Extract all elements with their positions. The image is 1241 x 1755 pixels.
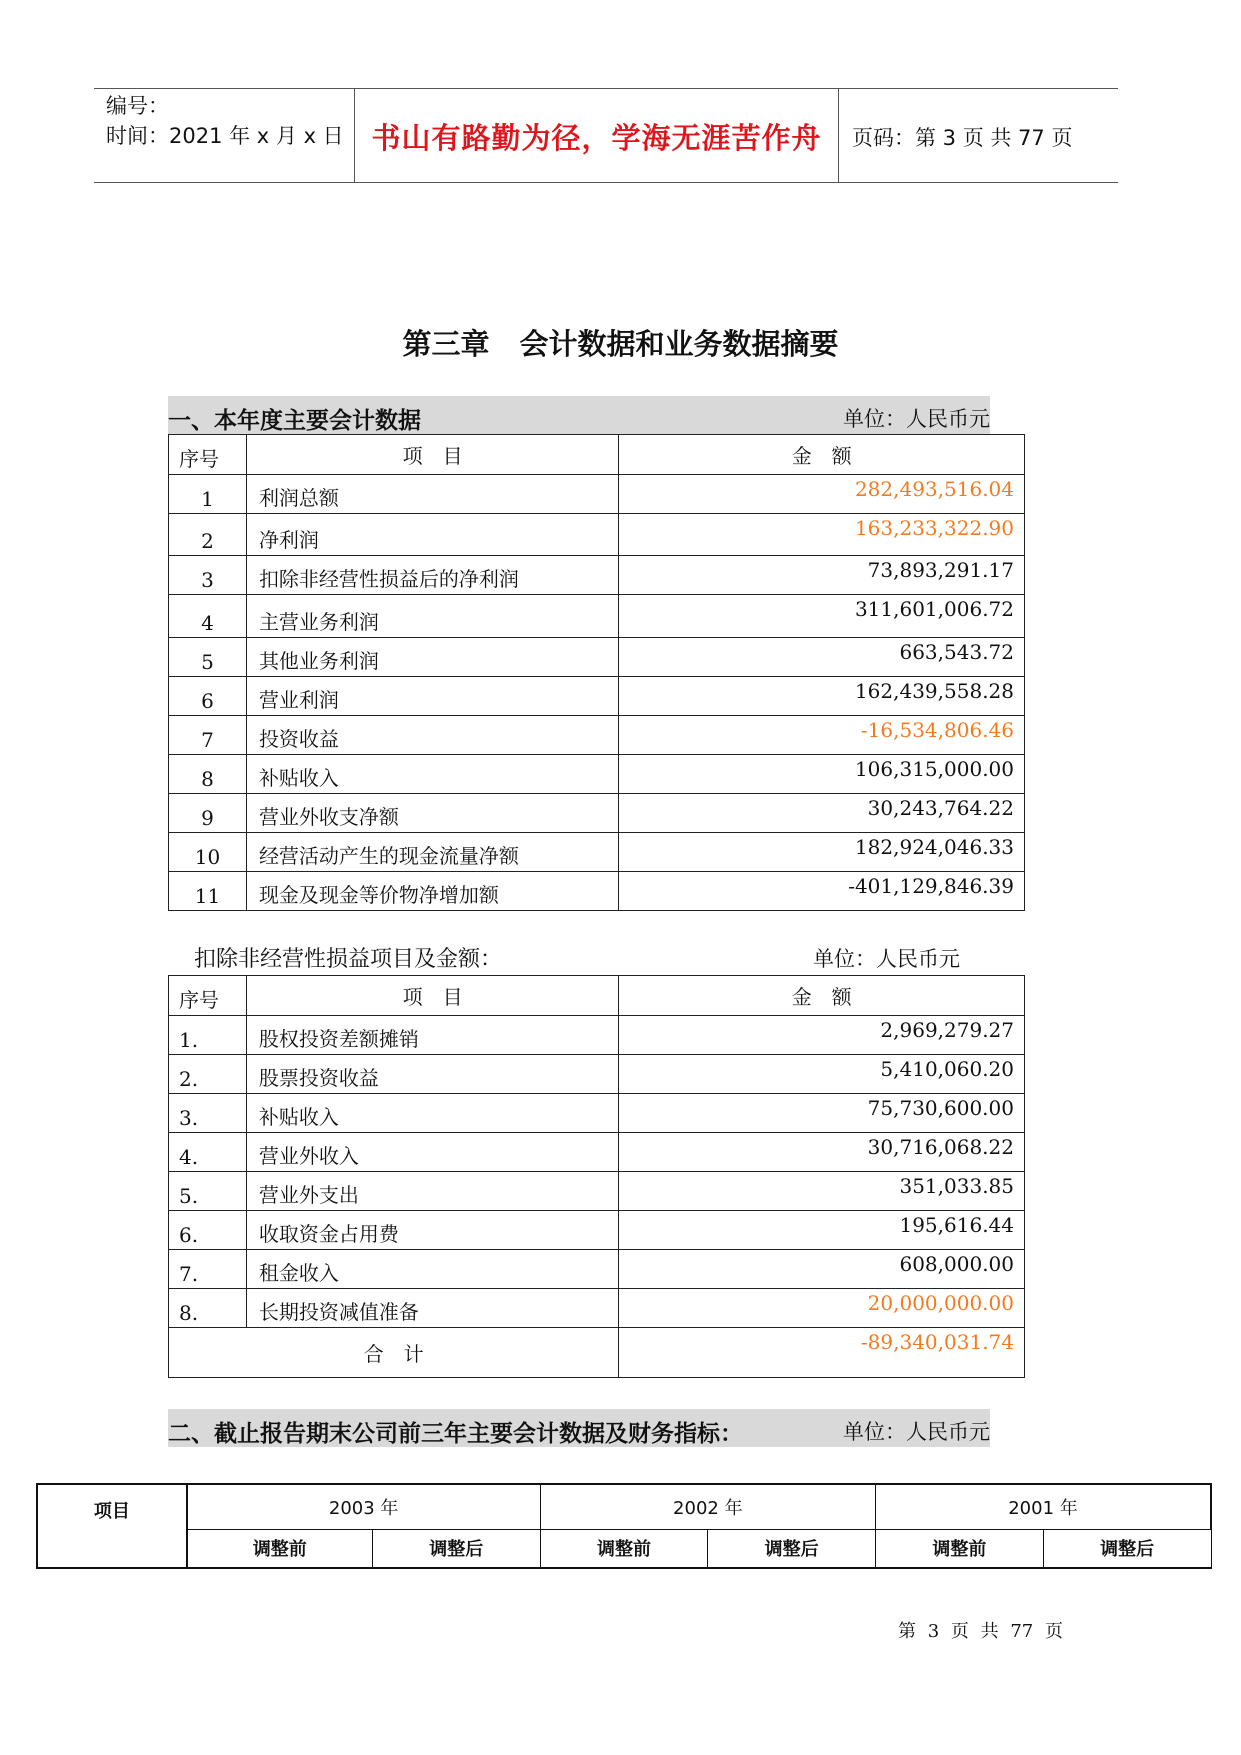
row-index: 2 <box>169 514 247 556</box>
row-index: 10 <box>169 833 247 872</box>
row-index: 4. <box>169 1133 247 1172</box>
col-header-index: 序号 <box>169 976 247 1016</box>
chapter-title <box>0 322 1241 363</box>
row-item: 其他业务利润 <box>246 638 618 677</box>
table-row <box>169 1289 1025 1328</box>
row-item: 扣除非经营性损益后的净利润 <box>246 556 618 595</box>
before-adjust: 调整前 <box>187 1529 373 1568</box>
table-row <box>169 716 1025 755</box>
non-recurring-items-table <box>168 975 1025 1378</box>
year-2003: 2003 年 <box>187 1484 540 1529</box>
row-amount: 30,243,764.22 <box>619 794 1025 833</box>
row-item: 长期投资减值准备 <box>246 1289 618 1328</box>
row-item: 股票投资收益 <box>246 1055 618 1094</box>
header-meta <box>106 91 346 151</box>
unit-label: 单位：人民币元 <box>843 407 990 431</box>
row-item: 净利润 <box>246 514 618 556</box>
adjust-header-row <box>37 1529 1211 1568</box>
table-row <box>169 1055 1025 1094</box>
row-amount: 2,969,279.27 <box>619 1016 1025 1055</box>
row-index: 6 <box>169 677 247 716</box>
row-amount: -401,129,846.39 <box>619 872 1025 911</box>
row-index: 3 <box>169 556 247 595</box>
row-index: 8 <box>169 755 247 794</box>
col-header-item: 项 目 <box>246 435 618 475</box>
after-adjust: 调整后 <box>372 1529 540 1568</box>
row-item: 营业外收入 <box>246 1133 618 1172</box>
table-row <box>169 677 1025 716</box>
table-row <box>169 595 1025 638</box>
row-amount: 5,410,060.20 <box>619 1055 1025 1094</box>
table-header-row <box>169 435 1025 475</box>
row-item: 投资收益 <box>246 716 618 755</box>
row-index: 4 <box>169 595 247 638</box>
table-row <box>169 514 1025 556</box>
table-row <box>169 1016 1025 1055</box>
table-row <box>169 1094 1025 1133</box>
row-item: 股权投资差额摊销 <box>246 1016 618 1055</box>
table-row <box>169 1250 1025 1289</box>
row-item: 现金及现金等价物净增加额 <box>246 872 618 911</box>
table-row <box>169 556 1025 595</box>
chapter-name: 会计数据和业务数据摘要 <box>519 327 839 361</box>
item-header: 项目 <box>37 1484 187 1568</box>
row-index: 3. <box>169 1094 247 1133</box>
subtable-title: 扣除非经营性损益项目及金额： <box>194 947 503 972</box>
table-row <box>169 833 1025 872</box>
row-item: 主营业务利润 <box>246 595 618 638</box>
col-header-amount: 金 额 <box>619 976 1025 1016</box>
header-number: 编号： <box>106 94 169 118</box>
before-adjust: 调整前 <box>876 1529 1044 1568</box>
row-index: 7 <box>169 716 247 755</box>
row-index: 5. <box>169 1172 247 1211</box>
header-page-info: 页码：第 3 页 共 77 页 <box>852 126 1073 150</box>
total-amount: -89,340,031.74 <box>619 1328 1025 1378</box>
row-item: 利润总额 <box>246 475 618 514</box>
row-amount: 30,716,068.22 <box>619 1133 1025 1172</box>
table-row <box>169 1172 1025 1211</box>
row-item: 营业利润 <box>246 677 618 716</box>
row-index: 1. <box>169 1016 247 1055</box>
row-index: 5 <box>169 638 247 677</box>
section-heading <box>168 1409 990 1447</box>
row-item: 经营活动产生的现金流量净额 <box>246 833 618 872</box>
table-row <box>169 638 1025 677</box>
row-index: 2. <box>169 1055 247 1094</box>
section-title: 一、本年度主要会计数据 <box>168 408 421 434</box>
main-accounting-table <box>168 434 1025 911</box>
row-index: 11 <box>169 872 247 911</box>
header-divider <box>838 89 839 182</box>
chapter-number: 第三章 <box>402 327 490 361</box>
row-amount: 20,000,000.00 <box>619 1289 1025 1328</box>
row-index: 7. <box>169 1250 247 1289</box>
row-index: 8. <box>169 1289 247 1328</box>
row-amount: -16,534,806.46 <box>619 716 1025 755</box>
table-row <box>169 755 1025 794</box>
row-index: 1 <box>169 475 247 514</box>
year-2002: 2002 年 <box>540 1484 875 1529</box>
table-row <box>169 794 1025 833</box>
table-header-row <box>169 976 1025 1016</box>
total-row <box>169 1328 1025 1378</box>
before-adjust: 调整前 <box>540 1529 708 1568</box>
row-amount: 195,616.44 <box>619 1211 1025 1250</box>
table-row <box>169 1211 1025 1250</box>
col-header-amount: 金 额 <box>619 435 1025 475</box>
year-2001: 2001 年 <box>876 1484 1211 1529</box>
table-row <box>169 1133 1025 1172</box>
row-index: 6. <box>169 1211 247 1250</box>
header-motto: 书山有路勤为径，学海无涯苦作舟 <box>371 121 822 155</box>
row-amount: 75,730,600.00 <box>619 1094 1025 1133</box>
row-amount: 162,439,558.28 <box>619 677 1025 716</box>
row-item: 收取资金占用费 <box>246 1211 618 1250</box>
table-row <box>169 872 1025 911</box>
after-adjust: 调整后 <box>708 1529 876 1568</box>
row-item: 营业外收支净额 <box>246 794 618 833</box>
three-year-table <box>36 1483 1212 1569</box>
row-item: 补贴收入 <box>246 755 618 794</box>
header-time: 时间：2021 年 x 月 x 日 <box>106 124 344 148</box>
row-index: 9 <box>169 794 247 833</box>
row-amount: 608,000.00 <box>619 1250 1025 1289</box>
row-item: 租金收入 <box>246 1250 618 1289</box>
year-header-row <box>37 1484 1211 1529</box>
row-amount: 106,315,000.00 <box>619 755 1025 794</box>
after-adjust: 调整后 <box>1043 1529 1211 1568</box>
row-amount: 163,233,322.90 <box>619 514 1025 556</box>
col-header-index: 序号 <box>169 435 247 475</box>
unit-label: 单位：人民币元 <box>813 947 960 971</box>
col-header-item: 项 目 <box>246 976 618 1016</box>
row-amount: 73,893,291.17 <box>619 556 1025 595</box>
row-item: 补贴收入 <box>246 1094 618 1133</box>
row-amount: 182,924,046.33 <box>619 833 1025 872</box>
total-label: 合 计 <box>169 1328 619 1378</box>
page-header <box>94 88 1118 183</box>
section-title: 二、截止报告期末公司前三年主要会计数据及财务指标： <box>168 1421 743 1447</box>
unit-label: 单位：人民币元 <box>843 1420 990 1444</box>
row-amount: 663,543.72 <box>619 638 1025 677</box>
row-amount: 282,493,516.04 <box>619 475 1025 514</box>
section-heading <box>168 396 990 434</box>
row-amount: 311,601,006.72 <box>619 595 1025 638</box>
row-item: 营业外支出 <box>246 1172 618 1211</box>
row-amount: 351,033.85 <box>619 1172 1025 1211</box>
table-row <box>169 475 1025 514</box>
page-footer: 第 3 页 共 77 页 <box>898 1621 1063 1642</box>
